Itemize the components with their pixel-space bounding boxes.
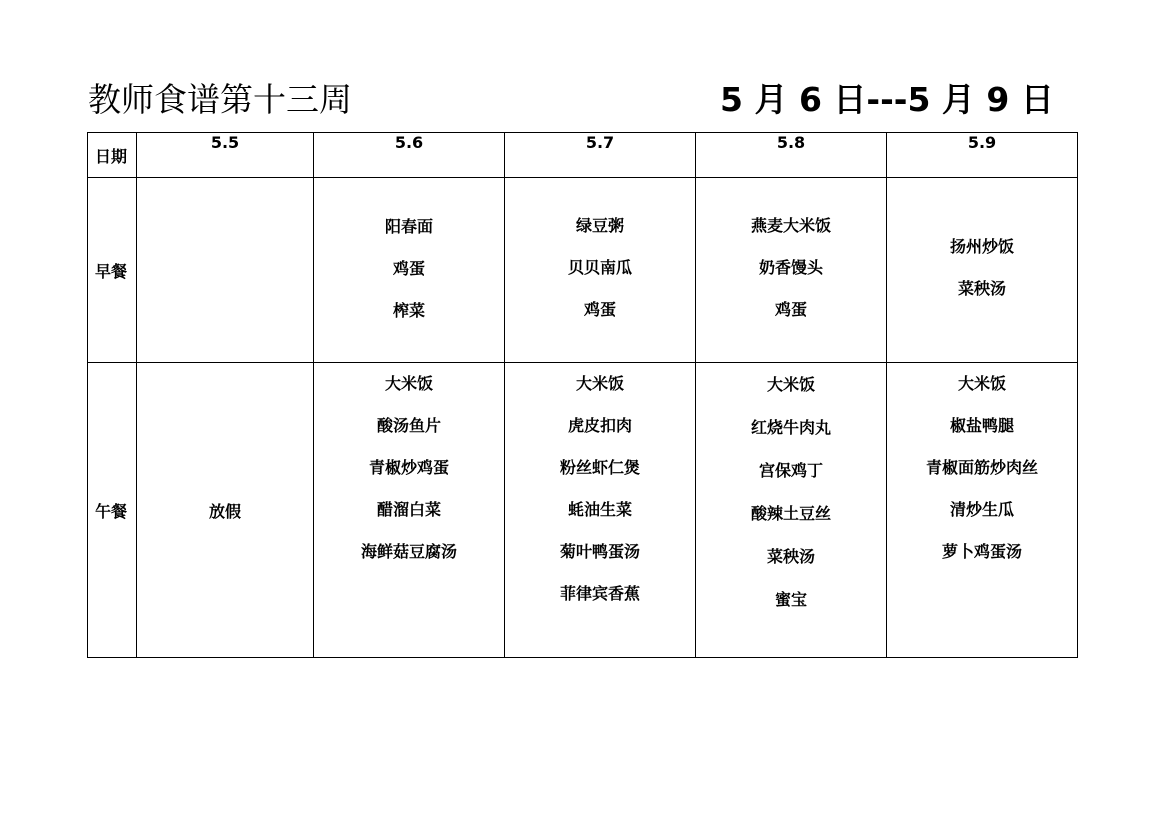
menu-dish: 菲律宾香蕉 [559, 584, 640, 603]
lunch-cell: 放假 [137, 363, 314, 658]
lunch-cell [505, 363, 696, 658]
menu-dish: 奶香馒头 [758, 258, 823, 277]
menu-dish: 醋溜白菜 [376, 500, 441, 519]
menu-dish: 蜜宝 [774, 590, 807, 609]
menu-dish: 燕麦大米饭 [750, 216, 831, 235]
breakfast-cell [696, 178, 887, 363]
header-row [88, 133, 1078, 178]
breakfast-cell [137, 178, 314, 363]
lunch-cell [314, 363, 505, 658]
menu-dish: 萝卜鸡蛋汤 [941, 542, 1022, 561]
menu-dish: 蚝油生菜 [567, 500, 632, 519]
lunch-row [88, 363, 1078, 658]
menu-dish: 酸汤鱼片 [376, 416, 441, 435]
menu-dish: 榨菜 [392, 301, 425, 320]
menu-dish: 大米饭 [957, 374, 1006, 393]
menu-table [87, 132, 1078, 658]
menu-dish: 红烧牛肉丸 [750, 418, 831, 437]
lunch-cell [696, 363, 887, 658]
menu-dish: 虎皮扣肉 [567, 416, 632, 435]
menu-dish: 酸辣土豆丝 [750, 504, 831, 523]
breakfast-label: 早餐 [88, 178, 137, 363]
page-title: 教师食谱第十三周 [88, 80, 352, 119]
day-header: 5.8 [696, 133, 887, 178]
menu-dish: 大米饭 [575, 374, 624, 393]
menu-dish: 菊叶鸭蛋汤 [559, 542, 640, 561]
menu-dish: 清炒生瓜 [949, 500, 1014, 519]
date-range: 5 月 6 日---5 月 9 日 [720, 80, 1054, 119]
lunch-cell [887, 363, 1078, 658]
menu-dish: 海鲜菇豆腐汤 [360, 542, 457, 561]
menu-dish: 大米饭 [384, 374, 433, 393]
menu-dish: 宫保鸡丁 [758, 461, 823, 480]
menu-dish: 扬州炒饭 [949, 237, 1014, 256]
menu-dish: 阳春面 [384, 217, 433, 236]
menu-dish: 青椒面筋炒肉丝 [925, 458, 1038, 477]
menu-dish: 菜秧汤 [957, 279, 1006, 298]
breakfast-row [88, 178, 1078, 363]
day-header: 5.9 [887, 133, 1078, 178]
menu-dish: 贝贝南瓜 [567, 258, 632, 277]
day-header: 5.5 [137, 133, 314, 178]
header-label: 日期 [88, 133, 137, 178]
menu-dish: 大米饭 [766, 375, 815, 394]
breakfast-cell [887, 178, 1078, 363]
lunch-label: 午餐 [88, 363, 137, 658]
menu-dish: 粉丝虾仁煲 [559, 458, 640, 477]
menu-dish: 鸡蛋 [583, 300, 616, 319]
breakfast-cell [314, 178, 505, 363]
menu-dish: 鸡蛋 [774, 300, 807, 319]
menu-dish: 绿豆粥 [575, 216, 624, 235]
menu-dish: 鸡蛋 [392, 259, 425, 278]
day-header: 5.6 [314, 133, 505, 178]
menu-dish: 菜秧汤 [766, 547, 815, 566]
day-header: 5.7 [505, 133, 696, 178]
breakfast-cell [505, 178, 696, 363]
menu-dish: 椒盐鸭腿 [949, 416, 1014, 435]
menu-dish: 青椒炒鸡蛋 [368, 458, 449, 477]
